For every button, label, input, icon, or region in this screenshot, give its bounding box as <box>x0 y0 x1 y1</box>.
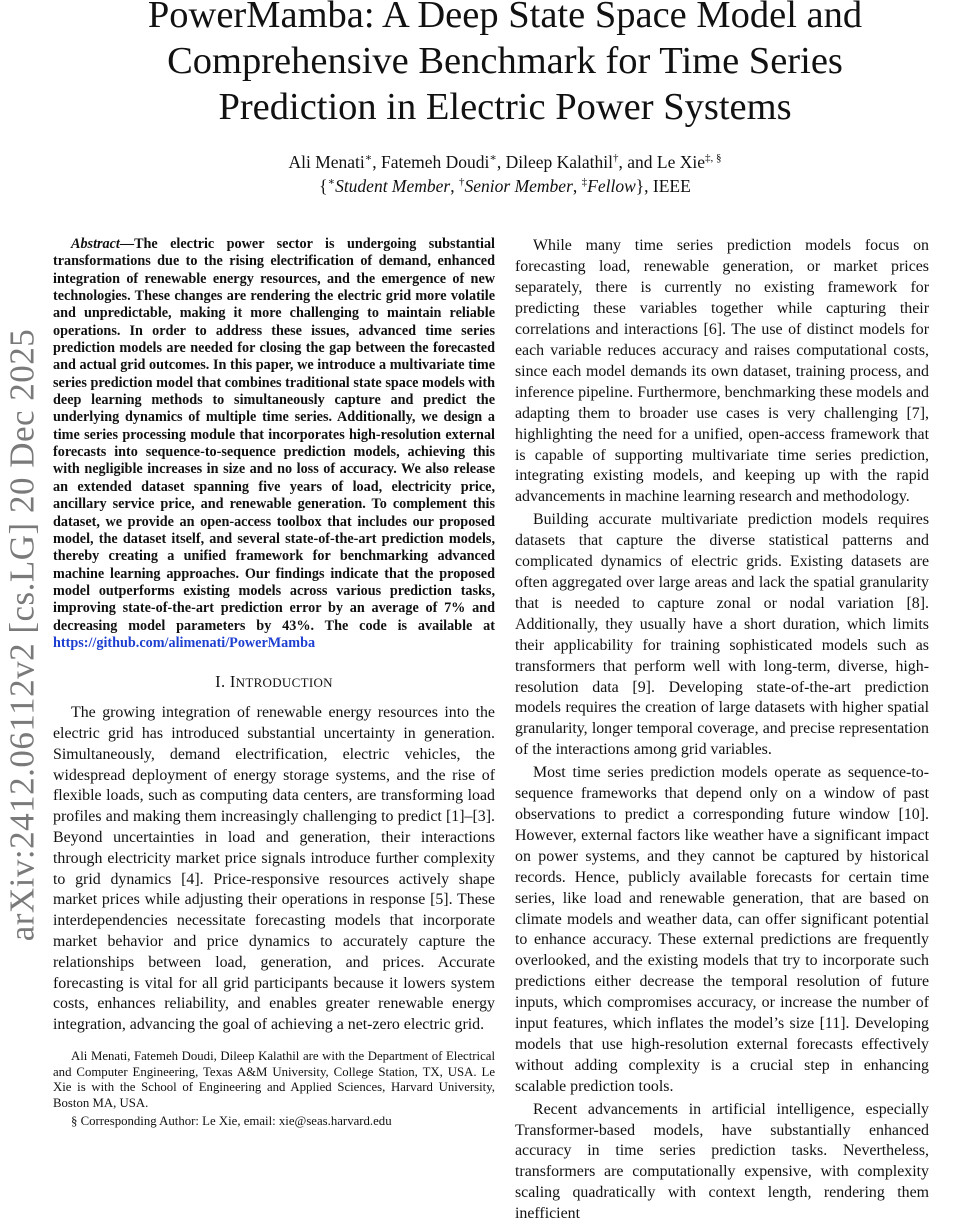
arxiv-identifier-stamp <box>2 320 42 950</box>
arxiv-identifier-text: arXiv:2412.06112v2 [cs.LG] 20 Dec 2025 <box>2 328 41 942</box>
senior-member-label: Senior Member <box>464 176 573 196</box>
ieee-label: IEEE <box>652 176 691 196</box>
title-line-3: Prediction in Electric Power Systems <box>218 86 792 128</box>
author-1-mark: ∗ <box>364 152 373 165</box>
author-4-mark: ‡, § <box>705 152 722 165</box>
author-3: Dileep Kalathil <box>505 152 614 172</box>
section-title-initial: I <box>229 672 236 692</box>
left-column <box>53 236 495 1132</box>
author-2: Fatemeh Doudi <box>381 152 490 172</box>
abstract-label: Abstract <box>71 236 120 252</box>
section-numeral: I. <box>215 672 226 692</box>
intro-paragraph-1: The growing integration of renewable energy resources into the electric grid has introduced substantial uncertainty in generation. Simultaneously, demand electrification, electric vehicles, the widespread deployment of energy storage systems, and the rise of flexible loads, such as computing data centers, are transforming load profiles and making them increasingly challenging to predict [1]–[3]. Beyond uncertainties in load and generation, their interactions through electricity market price signals introduce further complexity to grid dynamics [4]. Price-responsive resources actively shape market prices while adjusting their operations in response [5]. These interdependencies necessitate forecasting models that incorporate market behavior and price dynamics to accurately capture the relationships between load, generation, and prices. Accurate forecasting is vital for all grid participants because it lowers system costs, enhances reliability, and enables greater renewable energy integration, advancing the goal of achieving a net-zero electric grid. <box>53 704 495 1034</box>
title-line-1: PowerMamba: A Deep State Space Model and <box>147 0 863 36</box>
intro-paragraph-5: Recent advancements in artificial intelligence, especially Transformer-based models, have substantially enhanced accuracy in time series prediction tasks. Nevertheless, transformers are computationally expensive, with complexity scaling quadratically with context length, rendering them inefficient <box>515 1100 929 1223</box>
footnotes <box>53 1049 495 1130</box>
abstract <box>53 236 495 652</box>
student-member-label: Student Member <box>335 176 451 196</box>
intro-paragraph-4: Most time series prediction models operate as sequence-to-sequence frameworks that depend only on a window of past observations to predict a corresponding future window [10]. However, external factors like weather have a significant impact on power systems, and they cannot be captured by historical records. Hence, publicly available forecasts for certain time series, like load and renewable generation, that are based on climate models and weather data, can offer significant potential to enhance accuracy. These external predictions are frequently overlooked, and the existing models that try to incorporate such predictions either decrease the temporal resolution of future inputs, which compromises accuracy, or increase the number of input features, which inflates the model’s size [11]. Developing models that use high-resolution external forecasts effectively without adding complexity is a crucial step in enhancing scalable prediction tools. <box>515 763 929 1096</box>
author-1: Ali Menati <box>288 152 365 172</box>
abstract-text: —The electric power sector is undergoing substantial transformations due to the rising electrification of demand, enhanced integration of renewable energy resources, and the emergence of new technologies. These changes are rendering the electric grid more volatile and unpredictable, making it more challenging to maintain reliable operations. In order to address these issues, advanced time series prediction models are needed for closing the gap between the forecasted and actual grid outcomes. In this paper, we introduce a multivariate time series prediction model that combines traditional state space models with deep learning methods to simultaneously capture and predict the underlying dynamics of multiple time series. Additionally, we design a time series processing module that incorporates high-resolution external forecasts into sequence-to-sequence prediction models, achieving this with negligible increases in size and no loss of accuracy. We also release an extended dataset spanning five years of load, electricity price, ancillary service price, and renewable generation. To complement this dataset, we provide an open-access toolbox that includes our proposed model, the dataset itself, and several state-of-the-art prediction models, thereby creating a unified framework for benchmarking advanced machine learning approaches. Our findings indicate that the proposed model outperforms existing models across various prediction tasks, improving state-of-the-art prediction error by an average of 7% and decreasing model parameters by 43%. The code is available at <box>53 236 495 634</box>
title-line-2: Comprehensive Benchmark for Time Series <box>167 40 843 82</box>
intro-paragraph-2: While many time series prediction models focus on forecasting load, renewable generation, or market prices separately, there is currently no existing framework for predicting these variables together while capturing their correlations and interactions [6]. The use of distinct models for each variable reduces accuracy and raises computational costs, since each model demands its own dataset, training process, and inference pipeline. Furthermore, benchmarking these models and adapting them to broader use cases is very challenging [7], highlighting the need for a unified, open-access framework that is capable of supporting multivariate time series prediction, integrating existing models, and keeping up with the rapid advancements in machine learning research and methodology. <box>515 237 929 506</box>
author-list: Ali Menati∗, Fatemeh Doudi∗, Dileep Kalathil†, and Le Xie‡, § <box>288 152 722 172</box>
student-mark: ∗ <box>327 176 336 189</box>
fellow-mark: ‡ <box>581 176 588 189</box>
intro-paragraph-3: Building accurate multivariate prediction models requires datasets that capture the diverse statistical patterns and complicated dynamics of electric grids. Existing datasets are often aggregated over large areas and lack the spatial granularity that is needed to capture zonal or nodal variation [8]. Additionally, they usually have a short duration, which limits their applicability for training sophisticated models such as transformers that perform well with long-term, diverse, high-resolution data [9]. Developing state-of-the-art prediction models requires the creation of large datasets with higher spatial granularity, longer temporal coverage, and precise representation of the interactions among grid variables. <box>515 510 929 759</box>
author-4: and Le Xie <box>627 152 706 172</box>
paper-title <box>60 0 950 130</box>
corresponding-author-footnote: § Corresponding Author: Le Xie, email: xie@seas.harvard.edu <box>71 1113 392 1128</box>
author-2-mark: ∗ <box>489 152 497 165</box>
code-repository-link[interactable]: https://github.com/alimenati/PowerMamba <box>53 634 316 651</box>
author-3-mark: † <box>613 152 619 165</box>
right-column <box>515 236 929 1227</box>
section-title-rest: NTRODUCTION <box>235 675 333 691</box>
fellow-label: Fellow <box>587 176 636 196</box>
section-heading-introduction <box>53 672 495 693</box>
senior-mark: † <box>459 176 465 189</box>
affiliation-footnote: Ali Menati, Fatemeh Doudi, Dileep Kalathil are with the Department of Electrical and Computer Engineering, Texas A&M University, College Station, TX, USA. Le Xie is with the School of Engineering and Applied Sciences, Harvard University, Boston MA, USA. <box>53 1049 495 1111</box>
membership-line: {∗Student Member, †Senior Member, ‡Fellow}, IEEE <box>319 176 691 196</box>
